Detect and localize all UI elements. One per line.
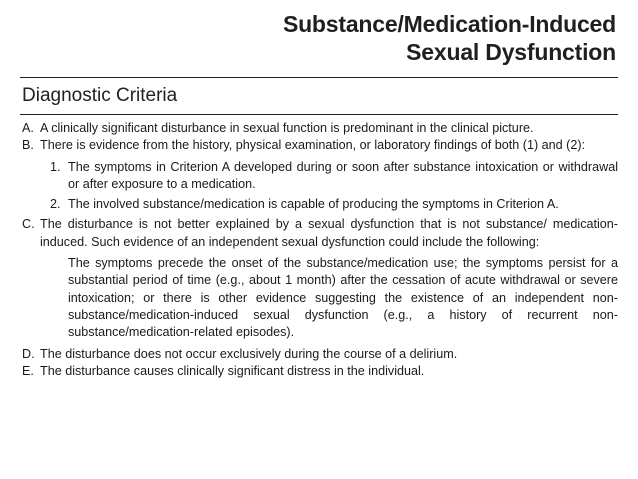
criterion-c-paragraph: The symptoms precede the onset of the substance/medication use; the symptoms persist for a substantial period of time (e.g., about 1 month) after the cessation of acute withdrawal or severe intoxication; or there is other evidence suggesting the existence of an independent non-substance/medication-induced sexual dysfunction (e.g., a history of recurrent non-substance/medication-related episodes).	[68, 256, 618, 340]
criterion-marker: E.	[22, 363, 34, 378]
criterion-text: The disturbance does not occur exclusively during the course of a delirium.	[40, 346, 458, 361]
criterion-marker: B.	[22, 138, 34, 153]
top-divider	[20, 77, 618, 78]
criterion-b	[22, 137, 618, 154]
criterion-text: The disturbance causes clinically significant distress in the individual.	[40, 363, 425, 378]
criterion-marker: D.	[22, 346, 35, 361]
criterion-b-subitems	[22, 159, 618, 214]
subitem-text: The involved substance/medication is capable of producing the symptoms in Criterion A.	[68, 197, 559, 212]
title-line-2: Sexual Dysfunction	[406, 39, 616, 65]
criterion-marker: A.	[22, 121, 34, 135]
criterion-d	[22, 346, 618, 363]
criterion-marker: C.	[22, 217, 35, 232]
title-line-1: Substance/Medication-Induced	[282, 11, 616, 37]
criterion-text: The disturbance is not better explained by a sexual dysfunction that is not substance/ medication-induced. Such evidence of an independent sexual dysfunction could include the following:	[40, 217, 618, 249]
subitem-marker: 2.	[50, 197, 61, 212]
criterion-b-2	[22, 196, 618, 213]
page-title	[283, 10, 616, 66]
section-heading: Diagnostic Criteria	[22, 85, 178, 106]
criterion-e	[22, 363, 618, 380]
criterion-b-1	[22, 159, 618, 194]
bottom-divider	[20, 114, 618, 115]
subitem-marker: 1.	[50, 159, 61, 174]
subitem-text: The symptoms in Criterion A developed during or soon after substance intoxication or withdrawal or after exposure to a medication.	[68, 159, 618, 191]
criterion-text: A clinically significant disturbance in sexual function is predominant in the clinical picture.	[40, 121, 534, 135]
criterion-a	[22, 120, 618, 137]
criterion-c	[22, 216, 618, 251]
criteria-list	[22, 120, 618, 380]
criterion-text: There is evidence from the history, physical examination, or laboratory findings of both (1) and (2):	[40, 138, 586, 153]
